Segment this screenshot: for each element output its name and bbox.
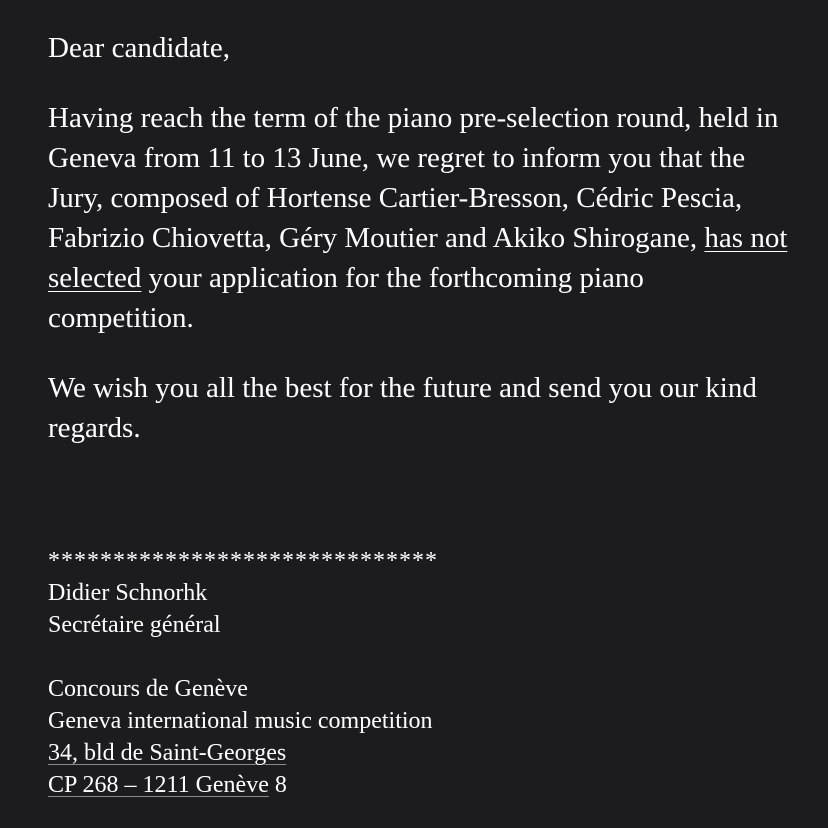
closing-paragraph: We wish you all the best for the future and send you our kind regards. (48, 372, 757, 444)
address-street (48, 737, 438, 769)
organization-name: Concours de Genève (48, 676, 248, 702)
rejection-text-end: your application for the forthcoming piano competition. (48, 262, 644, 334)
address-postal-suffix: 8 (268, 772, 287, 798)
rejection-text-start: Having reach the term of the piano pre-selection round, held in Geneva from 11 to 13 June, we regret to inform you that the Jury, composed of Hortense Cartier-Bresson, Cédric Pescia, Fabrizio Chiovetta, Géry Moutier and Akiko Shirogane, (48, 102, 779, 254)
address-postal-link[interactable]: CP 268 – 1211 Genève (48, 772, 269, 798)
signature-separator: ****************************** (48, 548, 438, 574)
signature-spacer (48, 641, 438, 673)
address-postal (48, 769, 438, 801)
organization-subtitle: Geneva international music competition (48, 708, 433, 734)
not-selected-emphasis: has not selected (48, 222, 788, 294)
signer-name: Didier Schnorhk (48, 580, 208, 606)
rejection-paragraph (48, 98, 788, 338)
signer-role: Secrétaire général (48, 612, 221, 638)
address-street-link[interactable]: 34, bld de Saint-Georges (48, 740, 287, 766)
signature-block (48, 545, 438, 801)
greeting: Dear candidate, (48, 32, 230, 64)
